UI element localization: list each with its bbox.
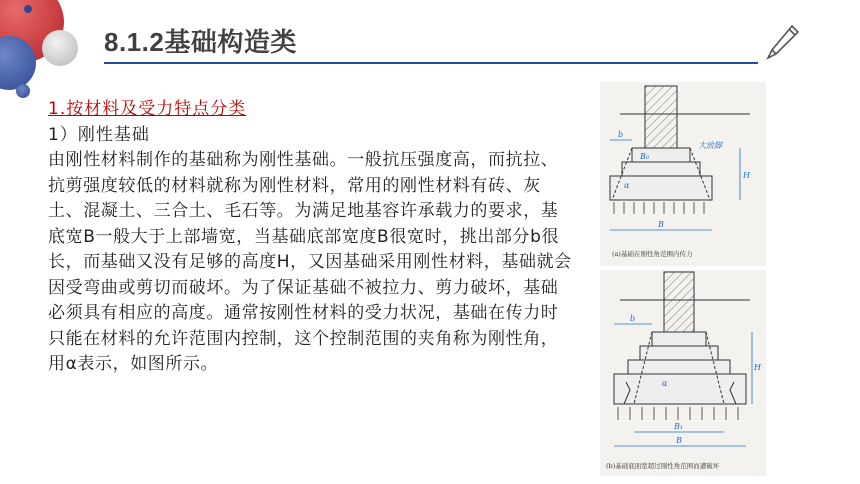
pencil-icon [762,22,802,64]
dim-label-B: B [658,220,664,229]
figure-rigid-foundation [600,82,766,266]
page-title: 8.1.2基础构造类 [104,27,297,57]
dim-label-H: H [743,171,750,180]
dim-label-B1: B₁ [674,422,684,431]
dim-label-b0: B₀ [640,152,650,161]
figure-b-caption: (b)基础底面宽超过刚性角范围而遭破坏 [606,462,720,470]
subheading: 1）刚性基础 [48,125,150,145]
angle-label-alpha: α [662,379,668,388]
figure-a-caption: (a)基础在刚性角范围内传力 [612,250,693,258]
dim-label-H: H [754,363,761,372]
label-big-step: 大放脚 [698,141,722,150]
dim-label-b: b [630,314,636,323]
figure-failed-foundation [600,270,766,476]
dim-label-b: b [618,130,624,139]
decor-circle-gray [42,30,78,66]
dim-label-B: B [676,436,682,445]
body-paragraph: 由刚性材料制作的基础称为刚性基础。一般抗压强度高，而抗拉、抗剪强度较低的材料就称为刚性材料，常用的刚性材料有砖、灰土、混凝土、三合土、毛石等。为满足地基容许承载力的要求，基底宽B一般大于上部墙宽，当基础底部宽度B很宽时，挑出部分b很长，而基础又没有足够的高度H，又因基础采用刚性材料，基础就会因受弯曲或剪切而破坏。为了保证基础不被拉力、剪力破坏，基础必须具有相应的高度。通常按刚性材料的受力状况，基础在传力时只能在材料的允许范围内控制，这个控制范围的夹角称为刚性角，用α表示，如图所示。 [48,150,572,374]
section-heading: 1.按材料及受力特点分类 [48,99,247,119]
angle-label-alpha: α [624,181,630,190]
title-underline [104,62,758,64]
decor-circle-blue-small [16,84,30,98]
decor-circle-dot [24,5,32,13]
